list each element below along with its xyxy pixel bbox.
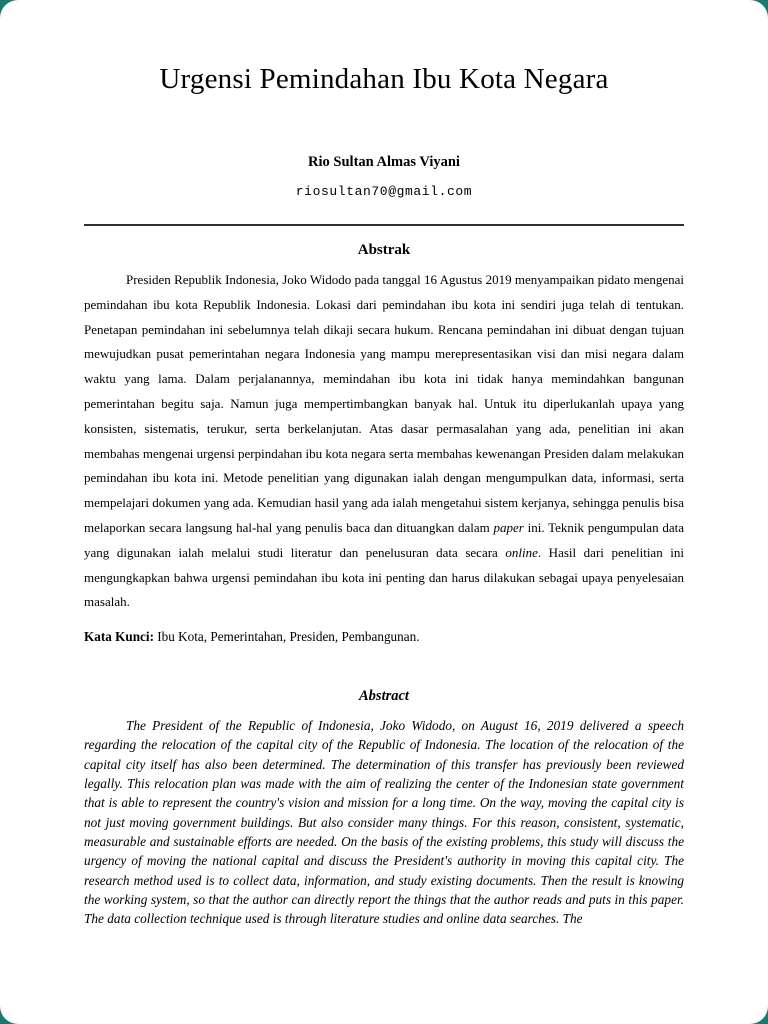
- keywords-label: Kata Kunci:: [84, 629, 154, 645]
- abstrak-text-3: . Hasil dari penelitian ini mengungkapkan bahwa urgensi pemindahan ibu kota ini penting dan harus dilakukan sebagai upaya penyelesaian masalah.: [84, 544, 684, 610]
- abstrak-text-2: ini. Teknik pengumpulan data yang digunakan ialah melalui studi literatur dan penelusuran data secara: [84, 519, 684, 560]
- document-title: Urgensi Pemindahan Ibu Kota Negara: [159, 63, 609, 95]
- abstrak-italic-paper: paper: [493, 519, 524, 535]
- keywords-line: [84, 628, 684, 646]
- abstract-paragraph: The President of the Republic of Indonesia, Joko Widodo, on August 16, 2019 delivered a speech regarding the relocation of the capital city of the Republic of Indonesia. The location of the relocation of the capital city itself has also been determined. The determination of this transfer has previously been reviewed legally. This relocation plan was made with the aim of realizing the center of the Indonesian state government that is able to represent the country's vision and mission for a long time. On the way, moving the capital city is not just moving government buildings. But also consider many things. For this reason, consistent, systematic, measurable and sustainable efforts are needed. On the basis of the existing problems, this study will discuss the urgency of moving the national capital and discuss the President's authority in moving this capital city. The research method used is to collect data, information, and study existing documents. Then the result is knowing the working system, so that the author can directly report the things that the author reads and puts in this paper. The data collection technique used is through literature studies and online data searches. The: [84, 718, 684, 927]
- abstrak-text-1: Presiden Republik Indonesia, Joko Widodo pada tanggal 16 Agustus 2019 menyampaikan pidato mengenai pemindahan ibu kota Republik Indonesia. Lokasi dari pemindahan ibu kota ini sendiri juga telah di tentukan. Penetapan pemindahan ini sebelumnya telah dikaji secara hukum. Rencana pemindahan ini dibuat dengan tujuan mewujudkan pusat pemerintahan negara Indonesia yang mampu merepresentasikan visi dan misi negara dalam waktu yang lama. Dalam perjalanannya, memindahan ibu kota ini tidak hanya memindahkan bangunan pemerintahan begitu saja. Namun juga mempertimbangkan banyak hal. Untuk itu diperlukanlah upaya yang konsisten, sistematis, terukur, serta berkelanjutan. Atas dasar permasalahan yang ada, penelitian ini akan membahas mengenai urgensi perpindahan ibu kota negara serta membahas kewenangan Presiden dalam melakukan pemindahan ibu kota ini. Metode penelitian yang digunakan ialah dengan mengumpulkan data, informasi, serta mempelajari dokumen yang ada. Kemudian hasil yang ada ialah mengetahui sistem kerjanya, sehingga penulis bisa melaporkan secara langsung hal-hal yang penulis baca dan dituangkan dalam: [84, 272, 684, 535]
- divider-line: [84, 224, 684, 226]
- abstrak-heading: Abstrak: [357, 242, 411, 258]
- keywords-value: Ibu Kota, Pemerintahan, Presiden, Pembangunan.: [153, 629, 420, 645]
- abstrak-paragraph: [84, 268, 684, 615]
- author-email: riosultan70@gmail.com: [295, 184, 473, 199]
- abstract-heading: Abstract: [359, 688, 409, 705]
- author-name: Rio Sultan Almas Viyani: [308, 154, 460, 170]
- abstrak-italic-online: online: [505, 544, 538, 560]
